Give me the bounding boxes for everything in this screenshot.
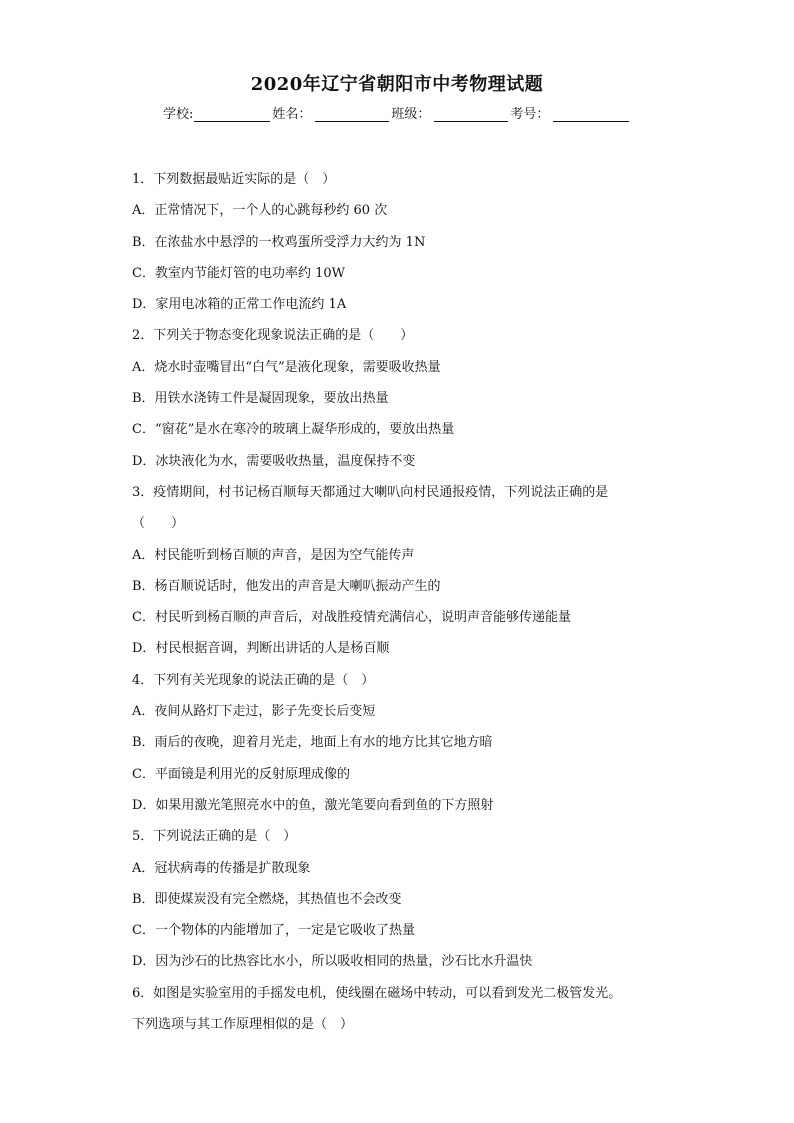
question-1-option-d: D．家用电冰箱的正常工作电流约 1A [132, 297, 347, 313]
school-label: 学校: [163, 107, 194, 122]
question-3-option-c: C．村民听到杨百顺的声音后，对战胜疫情充满信心，说明声音能够传递能量 [132, 610, 571, 626]
id-blank [553, 107, 629, 122]
question-4-option-b: B．雨后的夜晚，迎着月光走，地面上有水的地方比其它地方暗 [132, 735, 493, 751]
question-1-option-c: C．教室内节能灯管的电功率约 10W [132, 265, 345, 281]
question-3-option-b: B．杨百顺说话时，他发出的声音是大喇叭振动产生的 [132, 578, 441, 594]
class-blank [434, 107, 508, 122]
student-info-row [163, 103, 631, 122]
question-4-option-d: D．如果用激光笔照亮水中的鱼，激光笔要向看到鱼的下方照射 [132, 797, 494, 813]
question-5-option-b: B．即使煤炭没有完全燃烧，其热值也不会改变 [132, 891, 402, 907]
page-title: 2020年辽宁省朝阳市中考物理试题 [250, 74, 544, 95]
name-label: 姓名： [272, 107, 312, 122]
question-2-stem: 2．下列关于物态变化现象说法正确的是（ ） [132, 328, 414, 344]
question-5-option-c: C．一个物体的内能增加了，一定是它吸收了热量 [132, 923, 415, 939]
question-1-option-a: A．正常情况下，一个人的心跳每秒约 60 次 [132, 203, 388, 219]
question-4-option-a: A．夜间从路灯下走过，影子先变长后变短 [132, 704, 376, 720]
question-2-option-b: B．用铁水浇铸工件是凝固现象，要放出热量 [132, 391, 389, 407]
question-3-option-a: A．村民能听到杨百顺的声音，是因为空气能传声 [132, 547, 415, 563]
class-label: 班级： [391, 107, 431, 122]
question-6-stem: 6．如图是实验室用的手摇发电机，使线圈在磁场中转动，可以看到发光二极管发光。 [132, 985, 622, 1001]
name-blank [315, 107, 389, 122]
question-3-stem: 3．疫情期间，村书记杨百顺每天都通过大喇叭向村民通报疫情，下列说法正确的是 [132, 484, 609, 500]
question-3-option-d: D．村民根据音调，判断出讲话的人是杨百顺 [132, 641, 390, 657]
question-5-option-a: A．冠状病毒的传播是扩散现象 [132, 860, 311, 876]
question-2-option-a: A．烧水时壶嘴冒出“白气”是液化现象，需要吸收热量 [132, 359, 441, 375]
question-4-stem: 4．下列有关光现象的说法正确的是（ ） [132, 672, 375, 688]
school-blank [194, 107, 270, 122]
question-4-option-c: C．平面镜是利用光的反射原理成像的 [132, 766, 350, 782]
id-label: 考号： [510, 107, 550, 122]
question-2-option-c: C．“窗花”是水在寒冷的玻璃上凝华形成的，要放出热量 [132, 422, 455, 438]
question-5-option-d: D．因为沙石的比热容比水小，所以吸收相同的热量，沙石比水升温快 [132, 954, 533, 970]
question-1-option-b: B．在浓盐水中悬浮的一枚鸡蛋所受浮力大约为 1N [132, 234, 426, 250]
question-1-stem: 1．下列数据最贴近实际的是（ ） [132, 172, 336, 187]
question-5-stem: 5．下列说法正确的是（ ） [132, 829, 297, 845]
question-6-stem-continued: 下列选项与其工作原理相似的是（ ） [132, 1017, 354, 1033]
question-3-stem-continued: （ ） [132, 516, 185, 532]
question-2-option-d: D．冰块液化为水，需要吸收热量，温度保持不变 [132, 453, 416, 469]
question-list [132, 170, 672, 1046]
